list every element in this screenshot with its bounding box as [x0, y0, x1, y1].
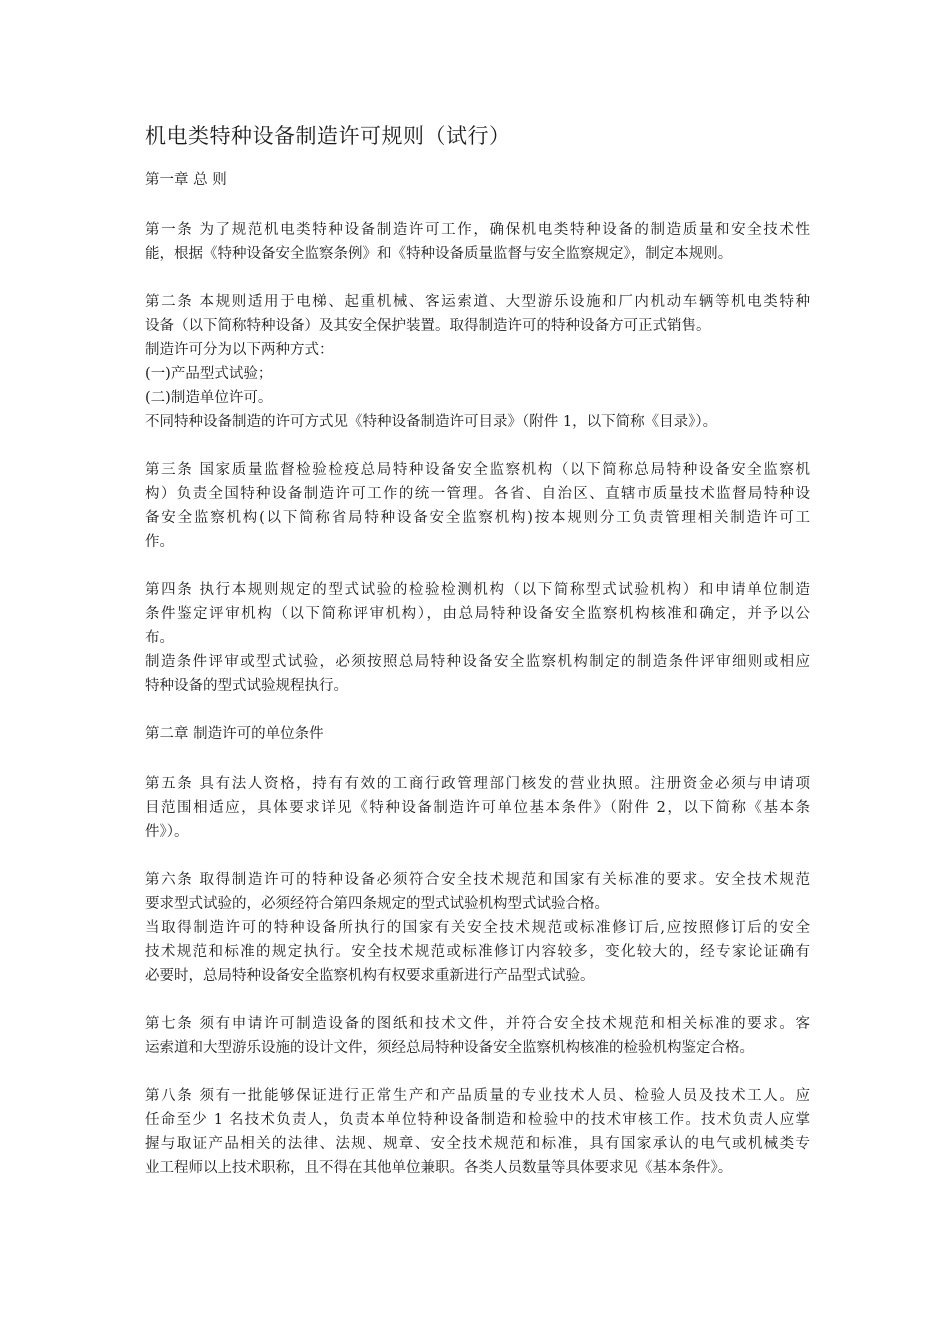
article-3-line: 第三条 国家质量监督检验检疫总局特种设备安全监察机构（以下简称总局特种设备安全监察机 [145, 462, 810, 478]
article-4 [145, 578, 810, 698]
article-2-line: 制造许可分为以下两种方式： [145, 342, 334, 358]
article-6-line: 要求型式试验的，必须经符合第四条规定的型式试验机构型式试验合格。 [145, 896, 609, 912]
document-page [145, 122, 810, 1204]
article-6-line: 技术规范和标准的规定执行。安全技术规范或标准修订内容较多，变化较大的，经专家论证确有 [145, 944, 810, 960]
article-8-line: 业工程师以上技术职称，且不得在其他单位兼职。各类人员数量等具体要求见《基本条件》。 [145, 1160, 733, 1176]
article-6 [145, 868, 810, 988]
article-3 [145, 458, 810, 554]
chapter-heading-1: 第一章 总 则 [145, 172, 227, 188]
article-5-line: 第五条 具有法人资格，持有有效的工商行政管理部门核发的营业执照。注册资金必须与申请项 [145, 776, 810, 792]
article-2 [145, 290, 810, 434]
article-1 [145, 218, 810, 266]
article-7-line: 第七条 须有申请许可制造设备的图纸和技术文件，并符合安全技术规范和相关标准的要求。客 [145, 1016, 810, 1032]
article-3-line: 备安全监察机构(以下简称省局特种设备安全监察机构)按本规则分工负责管理相关制造许可工 [145, 510, 810, 526]
article-8-line: 任命至少 1 名技术负责人，负责本单位特种设备制造和检验中的技术审核工作。技术负责人应掌 [145, 1112, 810, 1128]
article-1-line: 第一条 为了规范机电类特种设备制造许可工作，确保机电类特种设备的制造质量和安全技术性 [145, 222, 810, 238]
article-2-line: 设备（以下简称特种设备）及其安全保护装置。取得制造许可的特种设备方可正式销售。 [145, 318, 711, 334]
article-4-line: 布。 [145, 630, 174, 646]
article-2-line: (一)产品型式试验； [145, 366, 273, 382]
article-2-line: 第二条 本规则适用于电梯、起重机械、客运索道、大型游乐设施和厂内机动车辆等机电类特种 [145, 294, 810, 310]
article-1-line: 能，根据《特种设备安全监察条例》和《特种设备质量监督与安全监察规定》，制定本规则。 [145, 246, 733, 262]
article-4-line: 制造条件评审或型式试验，必须按照总局特种设备安全监察机构制定的制造条件评审细则或相应 [145, 654, 810, 670]
article-7 [145, 1012, 810, 1060]
article-8-line: 第八条 须有一批能够保证进行正常生产和产品质量的专业技术人员、检验人员及技术工人。应 [145, 1088, 810, 1104]
article-3-line: 作。 [145, 534, 174, 550]
article-8 [145, 1084, 810, 1180]
article-2-line: 不同特种设备制造的许可方式见《特种设备制造许可目录》（附件 1，以下简称《目录》）。 [145, 414, 718, 430]
article-6-line: 当取得制造许可的特种设备所执行的国家有关安全技术规范或标准修订后,应按照修订后的安全 [145, 920, 810, 936]
document-title: 机电类特种设备制造许可规则（试行） [145, 124, 511, 148]
article-6-line: 必要时，总局特种设备安全监察机构有权要求重新进行产品型式试验。 [145, 968, 595, 984]
article-3-line: 构）负责全国特种设备制造许可工作的统一管理。各省、自治区、直辖市质量技术监督局特种设 [145, 486, 810, 502]
article-6-line: 第六条 取得制造许可的特种设备必须符合安全技术规范和国家有关标准的要求。安全技术规范 [145, 872, 810, 888]
article-2-line: (二)制造单位许可。 [145, 390, 273, 406]
article-5 [145, 772, 810, 844]
article-7-line: 运索道和大型游乐设施的设计文件，须经总局特种设备安全监察机构核准的检验机构鉴定合格。 [145, 1040, 754, 1056]
article-8-line: 握与取证产品相关的法律、法规、规章、安全技术规范和标准，具有国家承认的电气或机械类专 [145, 1136, 810, 1152]
article-4-line: 特种设备的型式试验规程执行。 [145, 678, 348, 694]
article-5-line: 目范围相适应，具体要求详见《特种设备制造许可单位基本条件》（附件 2，以下简称《基本条 [145, 800, 810, 816]
article-4-line: 第四条 执行本规则规定的型式试验的检验检测机构（以下简称型式试验机构）和申请单位制造 [145, 582, 810, 598]
article-5-line: 件》）。 [145, 824, 189, 840]
article-4-line: 条件鉴定评审机构（以下简称评审机构），由总局特种设备安全监察机构核准和确定，并予以公 [145, 606, 810, 622]
chapter-heading-2: 第二章 制造许可的单位条件 [145, 726, 324, 742]
